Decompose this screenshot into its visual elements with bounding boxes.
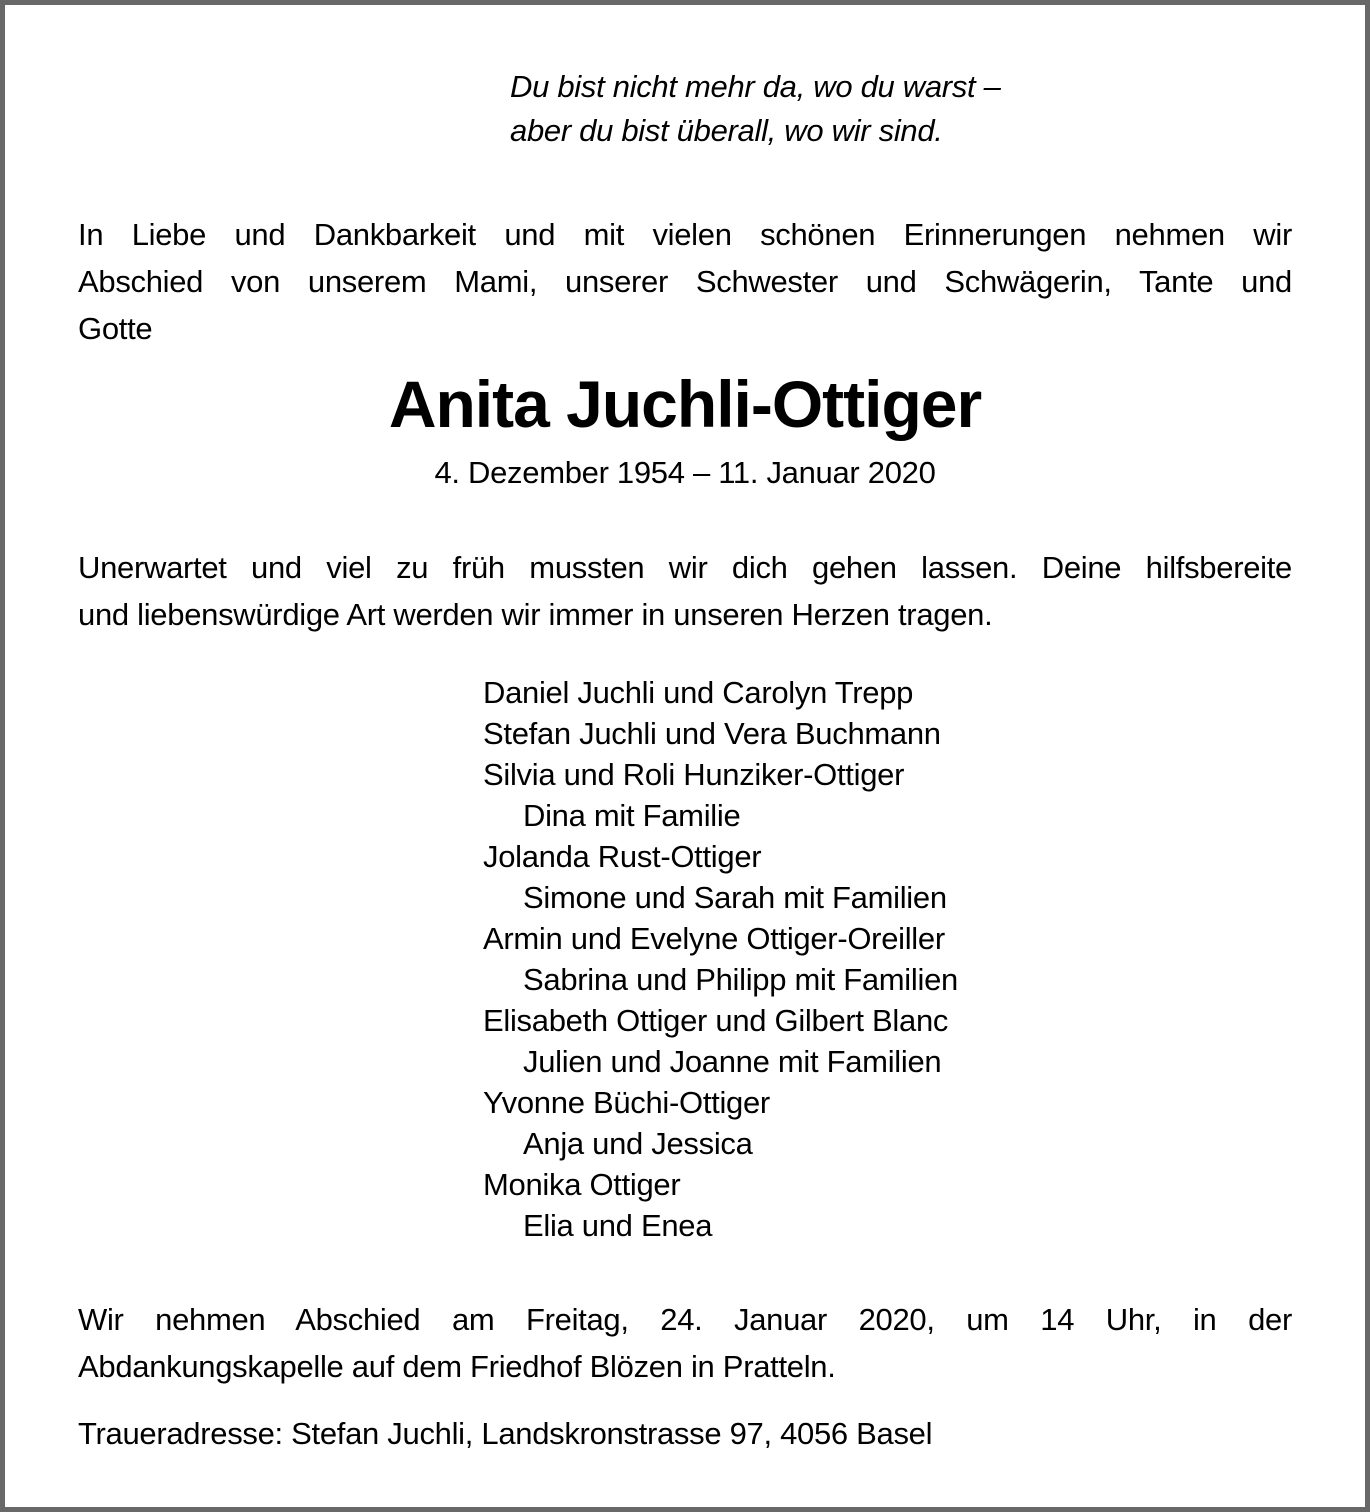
funeral-details-line: Abdankungskapelle auf dem Friedhof Blözen in Pratteln. [78, 1349, 836, 1384]
family-member: Simone und Sarah mit Familien [523, 880, 947, 915]
intro-text-line: Gotte [78, 311, 153, 346]
family-member: Daniel Juchli und Carolyn Trepp [483, 675, 914, 710]
family-member: Monika Ottiger [483, 1167, 681, 1202]
family-member: Julien und Joanne mit Familien [523, 1044, 942, 1079]
family-member: Dina mit Familie [523, 798, 741, 833]
deceased-name: Anita Juchli-Ottiger [388, 367, 982, 441]
family-member: Elisabeth Ottiger und Gilbert Blanc [483, 1003, 949, 1038]
family-member: Sabrina und Philipp mit Familien [523, 962, 958, 997]
life-dates: 4. Dezember 1954 – 11. Januar 2020 [434, 455, 936, 490]
memorial-quote-line: aber du bist überall, wo wir sind. [510, 113, 943, 148]
mourning-address: Traueradresse: Stefan Juchli, Landskronstrasse 97, 4056 Basel [78, 1416, 933, 1451]
family-member: Stefan Juchli und Vera Buchmann [483, 716, 941, 751]
family-member: Armin und Evelyne Ottiger-Oreiller [483, 921, 945, 956]
condolence-text [78, 544, 1292, 638]
condolence-text-line: und liebenswürdige Art werden wir immer in unseren Herzen tragen. [78, 597, 993, 632]
condolence-text-line: Unerwartet und viel zu früh mussten wir dich gehen lassen. Deine hilfsbereite [78, 550, 1292, 585]
family-member: Yvonne Büchi-Ottiger [483, 1085, 770, 1120]
intro-text [78, 211, 1292, 352]
family-list [483, 672, 1292, 1246]
family-member: Elia und Enea [523, 1208, 713, 1243]
family-member: Anja und Jessica [523, 1126, 753, 1161]
intro-text-line: Abschied von unserem Mami, unserer Schwester und Schwägerin, Tante und [78, 264, 1292, 299]
family-member: Silvia und Roli Hunziker-Ottiger [483, 757, 905, 792]
memorial-quote-line: Du bist nicht mehr da, wo du warst – [510, 69, 1001, 104]
family-member: Jolanda Rust-Ottiger [483, 839, 762, 874]
funeral-details [78, 1296, 1292, 1390]
funeral-details-line: Wir nehmen Abschied am Freitag, 24. Januar 2020, um 14 Uhr, in der [78, 1302, 1292, 1337]
memorial-quote [510, 65, 1292, 153]
intro-text-line: In Liebe und Dankbarkeit und mit vielen schönen Erinnerungen nehmen wir [78, 217, 1292, 252]
